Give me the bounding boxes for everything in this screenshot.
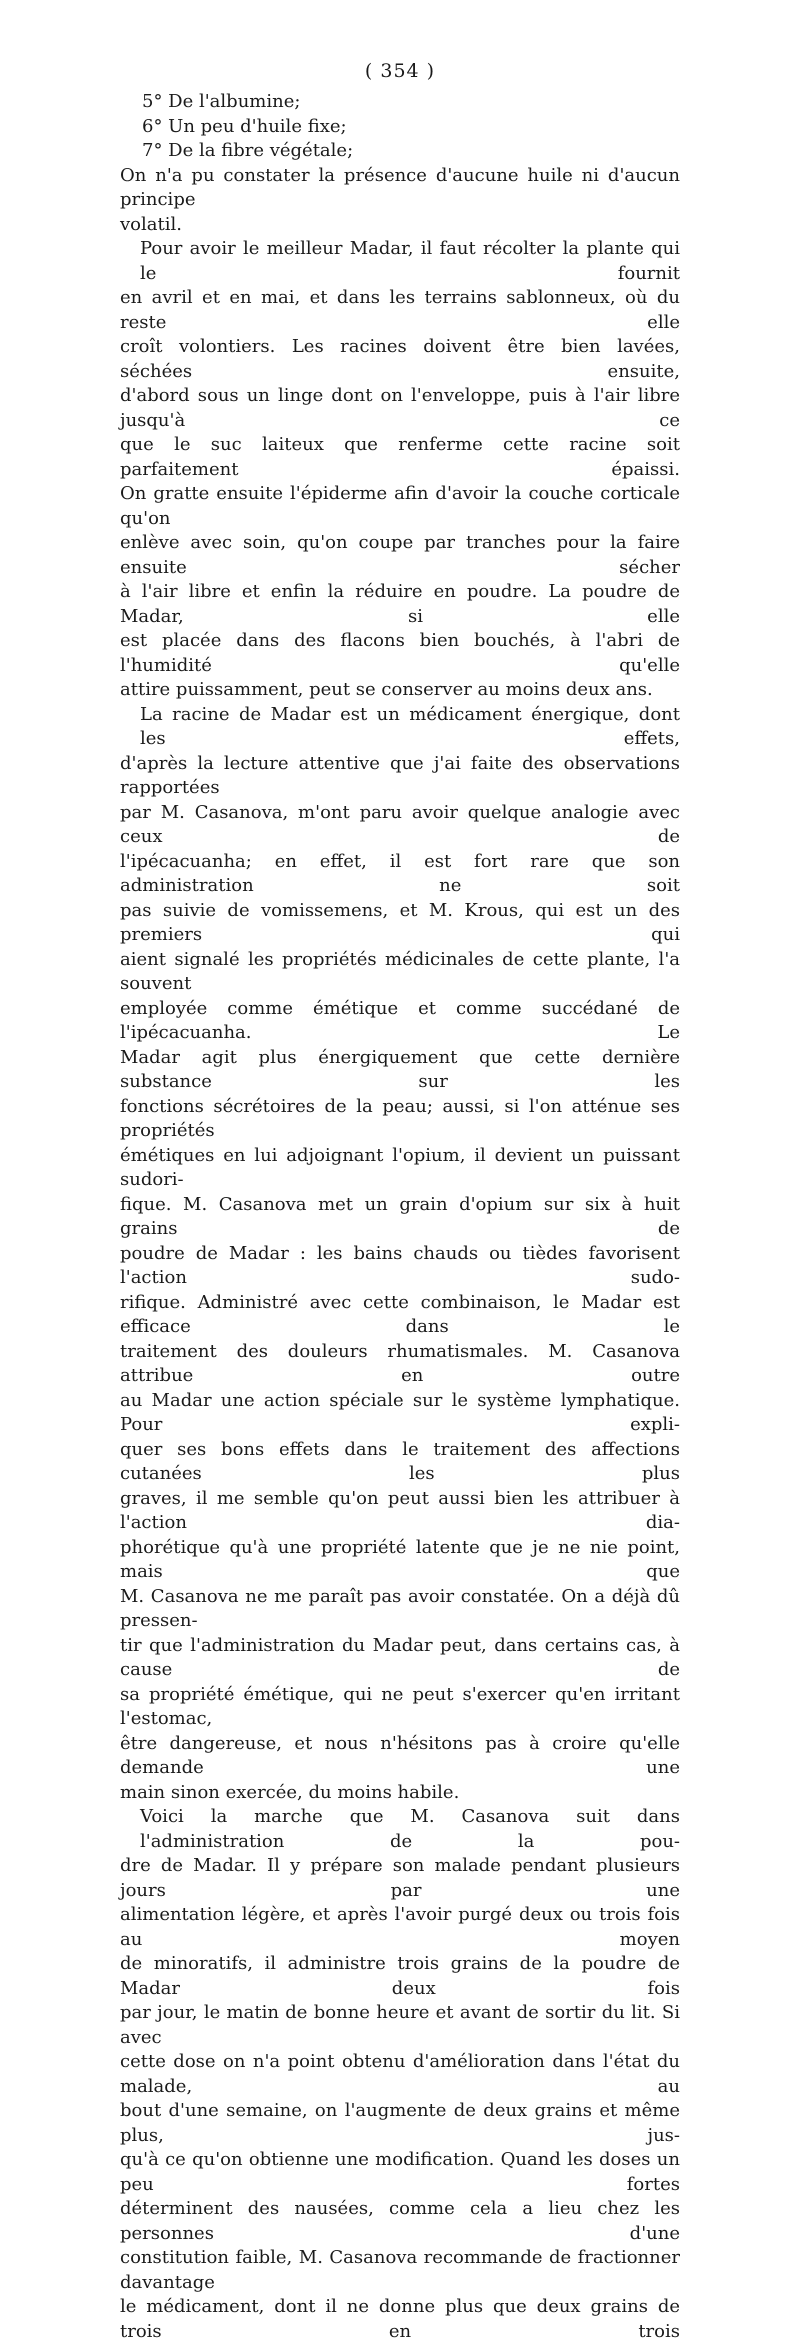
text-line: alimentation légère, et après l'avoir purgé deux ou trois fois au moyen [120, 1904, 680, 1950]
text-line: déterminent des nausées, comme cela a lieu chez les personnes d'une [120, 2198, 680, 2244]
text-line: poudre de Madar : les bains chauds ou tièdes favorisent l'action sudo- [120, 1242, 680, 1288]
paragraph-start-line: Pour avoir le meilleur Madar, il faut récolter la plante qui le fournit [140, 238, 680, 284]
page-number: ( 354 ) [364, 60, 436, 82]
text-line: qu'à ce qu'on obtienne une modification. Quand les doses un peu fortes [120, 2149, 680, 2195]
text-line: employée comme émétique et comme succédané de l'ipécacuanha. Le [120, 997, 680, 1043]
paragraph-start-line: La racine de Madar est un médicament énergique, dont les effets, [140, 703, 680, 749]
text-line: dre de Madar. Il y prépare son malade pendant plusieurs jours par une [120, 1855, 680, 1901]
text-line: quer ses bons effets dans le traitement des affections cutanées les plus [120, 1438, 680, 1484]
text-line: M. Casanova ne me paraît pas avoir constatée. On a déjà dû pressen- [120, 1585, 680, 1631]
text-line: sa propriété émétique, qui ne peut s'exercer qu'en irritant l'estomac, [120, 1683, 680, 1729]
list-item: 5° De l'albumine; [142, 91, 301, 112]
list-item: 7° De la fibre végétale; [142, 140, 354, 161]
text-line: aient signalé les propriétés médicinales de cette plante, l'a souvent [120, 948, 680, 994]
text-line: de minoratifs, il administre trois grains de la poudre de Madar deux fois [120, 1953, 680, 1999]
text-line: l'ipécacuanha; en effet, il est fort rare que son administration ne soit [120, 850, 680, 896]
text-line: bout d'une semaine, on l'augmente de deux grains et même plus, jus- [120, 2100, 680, 2146]
text-line: cette dose on n'a point obtenu d'amélioration dans l'état du malade, au [120, 2051, 680, 2097]
body-text [120, 90, 680, 2344]
text-line: pas suivie de vomissemens, et M. Krous, qui est un des premiers qui [120, 899, 680, 945]
text-line: à l'air libre et enfin la réduire en poudre. La poudre de Madar, si elle [120, 581, 680, 627]
text-line: attire puissamment, peut se conserver au moins deux ans. [120, 679, 653, 700]
text-line: rifique. Administré avec cette combinaison, le Madar est efficace dans le [120, 1291, 680, 1337]
text-line: Madar agit plus énergiquement que cette dernière substance sur les [120, 1046, 680, 1092]
text-line: volatil. [120, 213, 182, 235]
text-line: traitement des douleurs rhumatismales. M. Casanova attribue en outre [120, 1340, 680, 1386]
text-line: d'après la lecture attentive que j'ai faite des observations rapportées [120, 752, 680, 798]
text-line: par jour, le matin de bonne heure et avant de sortir du lit. Si avec [120, 2002, 680, 2048]
text-line: On n'a pu constater la présence d'aucune huile ni d'aucun principe [120, 164, 680, 210]
text-line: constitution faible, M. Casanova recommande de fractionner davantage [120, 2247, 680, 2293]
text-line: phorétique qu'à une propriété latente que je ne nie point, mais que [120, 1536, 680, 1582]
text-line: tir que l'administration du Madar peut, dans certains cas, à cause de [120, 1634, 680, 1680]
paragraph-start-line: Voici la marche que M. Casanova suit dans l'administration de la pou- [140, 1806, 680, 1852]
text-line: graves, il me semble qu'on peut aussi bien les attribuer à l'action dia- [120, 1487, 680, 1533]
text-line: d'abord sous un linge dont on l'enveloppe, puis à l'air libre jusqu'à ce [120, 385, 680, 431]
text-line: est placée dans des flacons bien bouchés, à l'abri de l'humidité qu'elle [120, 630, 680, 676]
text-line: par M. Casanova, m'ont paru avoir quelque analogie avec ceux de [120, 801, 680, 847]
text-line: en avril et en mai, et dans les terrains sablonneux, où du reste elle [120, 287, 680, 333]
text-line: On gratte ensuite l'épiderme afin d'avoir la couche corticale qu'on [120, 483, 680, 529]
text-line: enlève avec soin, qu'on coupe par tranches pour la faire ensuite sécher [120, 532, 680, 578]
text-line: le médicament, dont il ne donne plus que deux grains de trois en trois [120, 2296, 680, 2342]
text-line: main sinon exercée, du moins habile. [120, 1781, 460, 1803]
text-line: au Madar une action spéciale sur le système lymphatique. Pour expli- [120, 1389, 680, 1435]
text-line: fonctions sécrétoires de la peau; aussi, si l'on atténue ses propriétés [120, 1095, 680, 1141]
text-line: que le suc laiteux que renferme cette racine soit parfaitement épaissi. [120, 434, 680, 480]
text-line: émétiques en lui adjoignant l'opium, il devient un puissant sudori- [120, 1144, 680, 1190]
text-line: être dangereuse, et nous n'hésitons pas à croire qu'elle demande une [120, 1732, 680, 1778]
text-line: fique. M. Casanova met un grain d'opium sur six à huit grains de [120, 1193, 680, 1239]
text-line: croît volontiers. Les racines doivent être bien lavées, séchées ensuite, [120, 336, 680, 382]
list-item: 6° Un peu d'huile fixe; [142, 115, 347, 137]
